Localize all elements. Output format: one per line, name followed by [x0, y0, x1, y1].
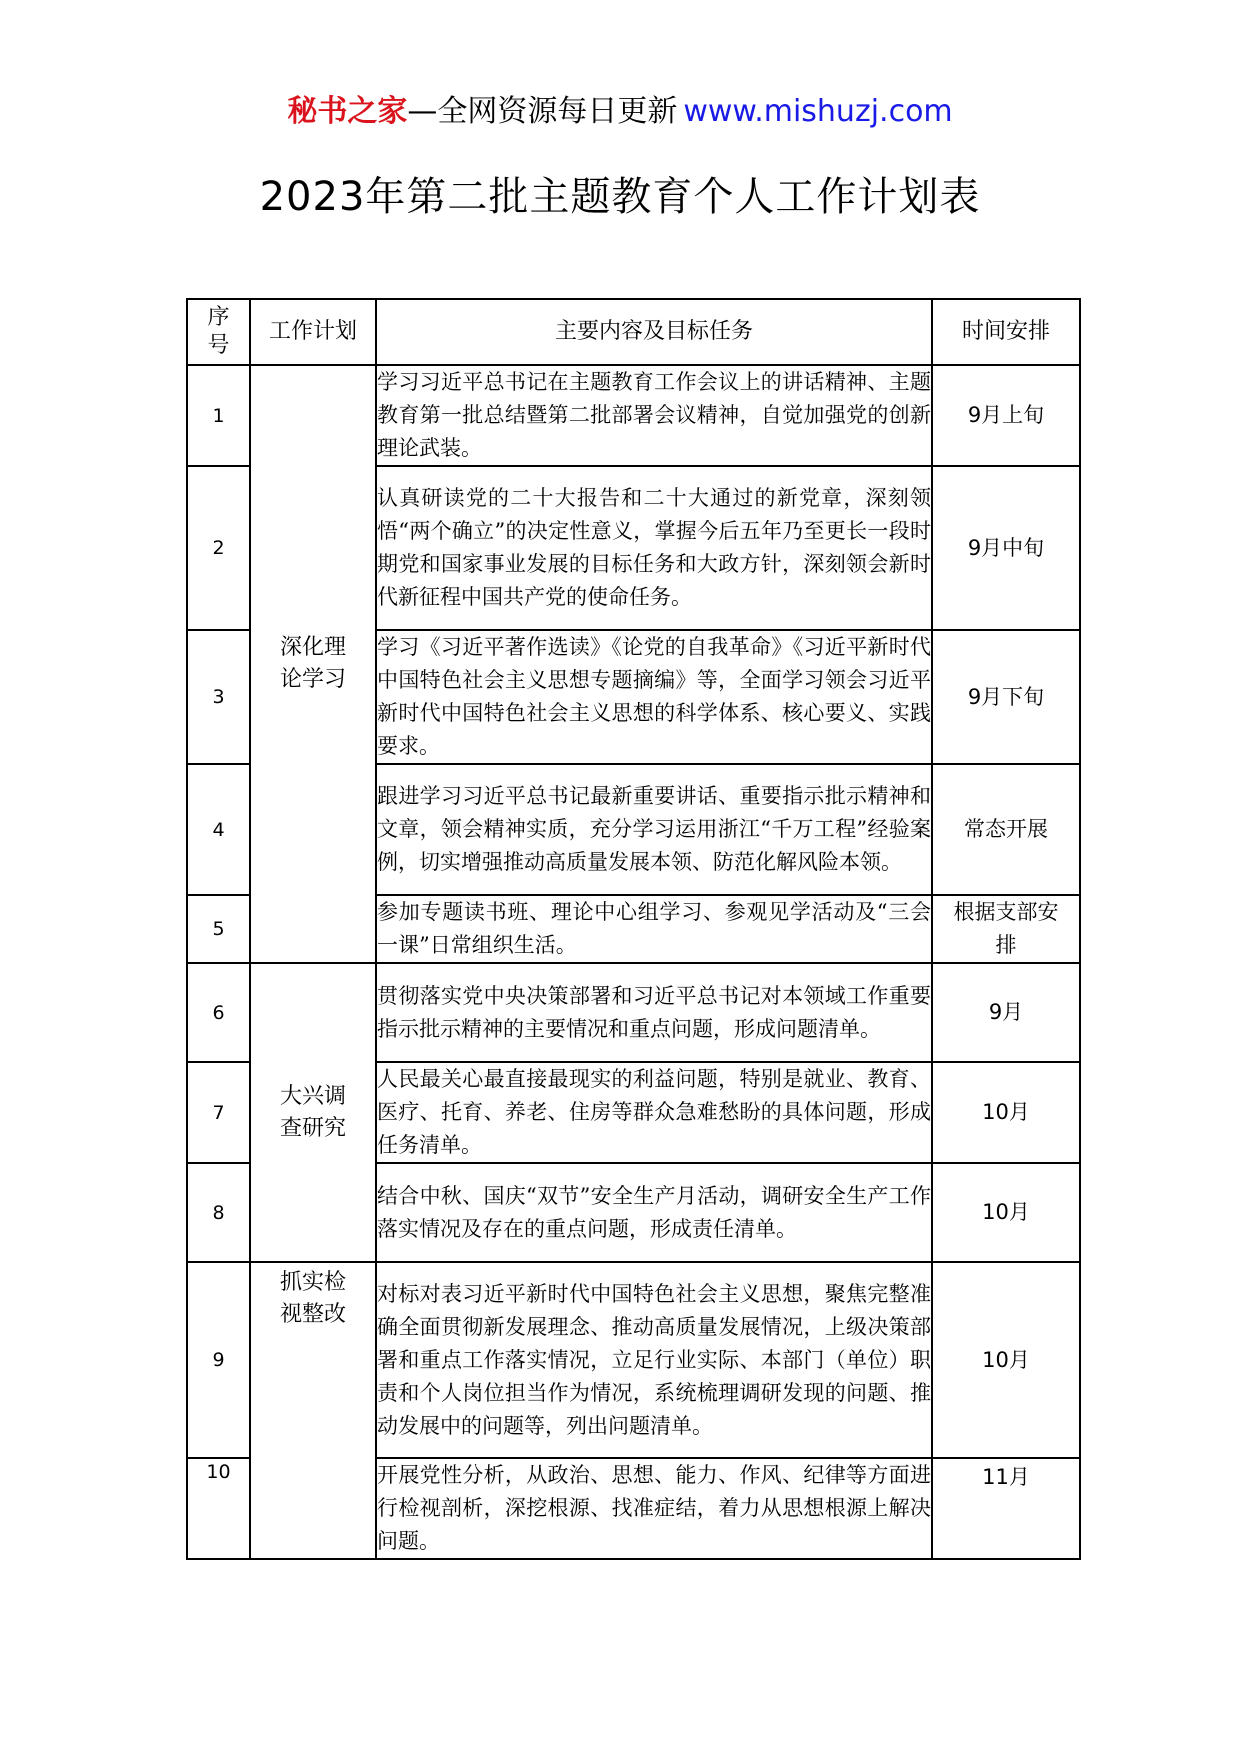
category-label: 大兴调查研究: [279, 1083, 346, 1141]
row-seq: 6: [187, 963, 250, 1062]
category-cell: [250, 1262, 376, 1559]
row-time: 根据支部安排: [932, 895, 1080, 963]
header-seq: 序号: [187, 299, 250, 365]
table-row: [187, 1262, 1080, 1458]
row-seq: 8: [187, 1163, 250, 1262]
site-tagline: —全网资源每日更新: [407, 94, 678, 129]
row-time: 10月: [932, 1262, 1080, 1458]
row-content: 学习习近平总书记在主题教育工作会议上的讲话精神、主题教育第一批总结暨第二批部署会议精神，自觉加强党的创新理论武装。: [376, 365, 932, 466]
row-seq: 1: [187, 365, 250, 466]
table-row: [187, 963, 1080, 1062]
row-time: 10月: [932, 1062, 1080, 1163]
row-content: 对标对表习近平新时代中国特色社会主义思想，聚焦完整准确全面贯彻新发展理念、推动高质量发展情况，上级决策部署和重点工作落实情况，立足行业实际、本部门（单位）职责和个人岗位担当作为情况，系统梳理调研发现的问题、推动发展中的问题等，列出问题清单。: [376, 1262, 932, 1458]
row-seq: 10: [187, 1458, 250, 1559]
row-seq: 3: [187, 630, 250, 764]
document-title: 2023年第二批主题教育个人工作计划表: [259, 174, 981, 220]
row-content: 贯彻落实党中央决策部署和习近平总书记对本领域工作重要指示批示精神的主要情况和重点问题，形成问题清单。: [376, 963, 932, 1062]
row-time: 9月下旬: [932, 630, 1080, 764]
row-content: 参加专题读书班、理论中心组学习、参观见学活动及“三会一课”日常组织生活。: [376, 895, 932, 963]
row-seq: 9: [187, 1262, 250, 1458]
header-time: 时间安排: [932, 299, 1080, 365]
category-label: 抓实检视整改: [279, 1270, 346, 1327]
row-content: 人民最关心最直接最现实的利益问题，特别是就业、教育、医疗、托育、养老、住房等群众急难愁盼的具体问题，形成任务清单。: [376, 1062, 932, 1163]
brand-name: 秘书之家: [287, 94, 408, 129]
row-time: 10月: [932, 1163, 1080, 1262]
table-row: [187, 365, 1080, 466]
category-label: 深化理论学习: [279, 635, 346, 692]
table-header-row: [187, 299, 1080, 365]
row-content: 学习《习近平著作选读》《论党的自我革命》《习近平新时代中国特色社会主义思想专题摘编》等，全面学习领会习近平新时代中国特色社会主义思想的科学体系、核心要义、实践要求。: [376, 630, 932, 764]
row-time: 9月中旬: [932, 466, 1080, 630]
header-content: 主要内容及目标任务: [376, 299, 932, 365]
site-url-link[interactable]: www.mishuzj.com: [683, 94, 953, 129]
row-content: 跟进学习习近平总书记最新重要讲话、重要指示批示精神和文章，领会精神实质，充分学习运用浙江“千万工程”经验案例，切实增强推动高质量发展本领、防范化解风险本领。: [376, 764, 932, 895]
row-seq: 7: [187, 1062, 250, 1163]
row-seq: 2: [187, 466, 250, 630]
row-seq: 4: [187, 764, 250, 895]
site-banner: [0, 92, 1240, 132]
header-plan: 工作计划: [250, 299, 376, 365]
row-content: 开展党性分析，从政治、思想、能力、作风、纪律等方面进行检视剖析，深挖根源、找准症结，着力从思想根源上解决问题。: [376, 1458, 932, 1559]
row-time: 11月: [932, 1458, 1080, 1559]
row-seq: 5: [187, 895, 250, 963]
category-cell: [250, 365, 376, 963]
row-time: 常态开展: [932, 764, 1080, 895]
row-content: 认真研读党的二十大报告和二十大通过的新党章，深刻领悟“两个确立”的决定性意义，掌握今后五年乃至更长一段时期党和国家事业发展的目标任务和大政方针，深刻领会新时代新征程中国共产党的使命任务。: [376, 466, 932, 630]
row-time: 9月: [932, 963, 1080, 1062]
category-cell: [250, 963, 376, 1262]
row-time: 9月上旬: [932, 365, 1080, 466]
row-content: 结合中秋、国庆“双节”安全生产月活动，调研安全生产工作落实情况及存在的重点问题，形成责任清单。: [376, 1163, 932, 1262]
work-plan-table: [186, 298, 1081, 1560]
